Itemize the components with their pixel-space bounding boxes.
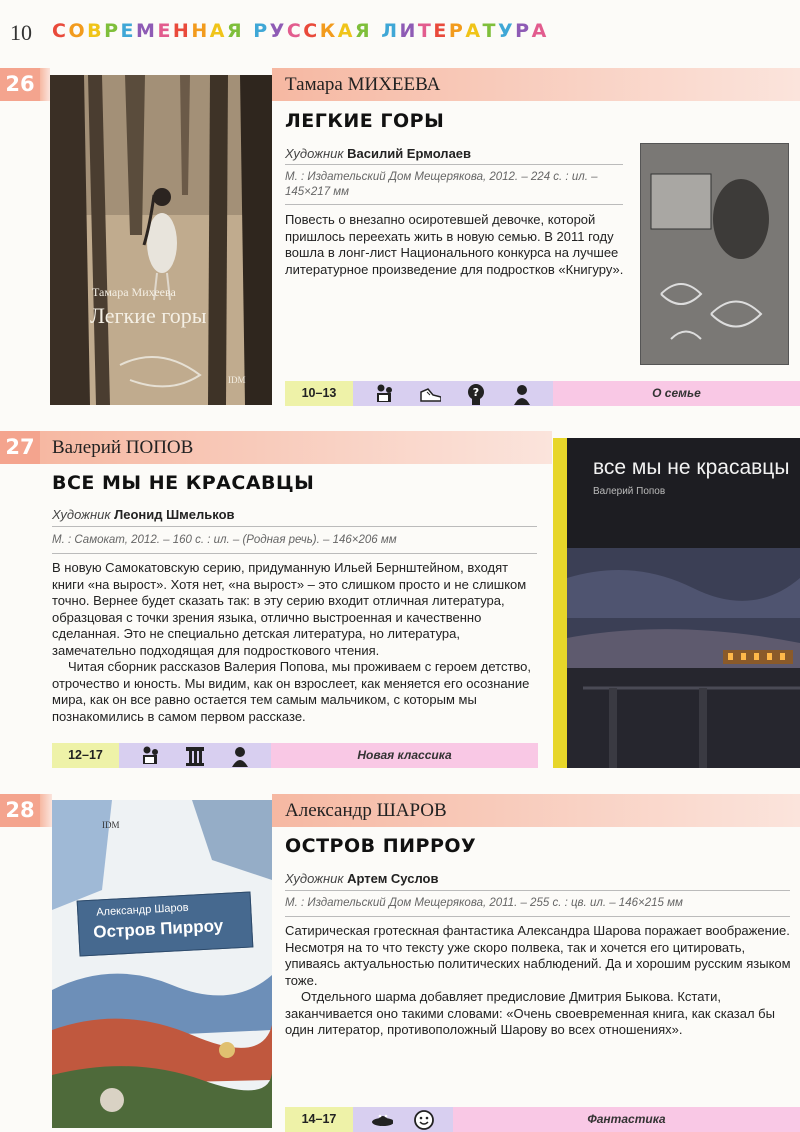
book-title: ВСЕ МЫ НЕ КРАСАВЦЫ: [52, 472, 315, 494]
illustrator: [52, 507, 235, 522]
sneaker-icon: [419, 383, 441, 405]
imprint: М. : Издательский Дом Мещерякова, 2012. – 224 с. : ил. – 145×217 мм: [285, 171, 598, 198]
smiley-icon: [413, 1109, 435, 1131]
cover-illustration-forest: [50, 75, 272, 405]
book-cover: [52, 800, 272, 1128]
person-silhouette-icon: [229, 745, 251, 767]
description-paragraph: В новую Самокатовскую серию, придуманную Ильей Бернштейном, входят книги «на вырост». Хотя нет, «на вырост» – это слишком просто и не слишком точно. Вернее будет сказать так: в эту серию входит отличная литература, образцовая с точки зрения языка, отлично выстроенная и качественно сделанная. Это не специально детская литература, но литература, замечательно подходящая для подросткового чтения.: [52, 560, 527, 658]
illustrator-name: Артем Суслов: [347, 871, 439, 886]
book-title: ОСТРОВ ПИРРОУ: [285, 835, 477, 857]
tag-row: [52, 743, 538, 768]
icon-strip: [119, 743, 271, 768]
description-paragraph: Читая сборник рассказов Валерия Попова, мы проживаем с героем детство, отрочество и юность. Мы видим, как он взрослеет, как меняется его осознание мира, как он все равно остается тем самым мальчиком, с которым мы познакомились в самом первом рассказе.: [52, 659, 532, 724]
tag-row: [285, 381, 800, 406]
tag-row: [285, 1107, 800, 1132]
age-range: 12–17: [52, 743, 119, 768]
cover-title: Остров Пирроу: [92, 915, 224, 942]
description-paragraph: Повесть о внезапно осиротевшей девочке, которой пришлось переехать жить в новую семью. В 2011 году вошла в лонг-лист Национального конкурса на лучшее литературное произведение для подростков «Книгуру».: [285, 212, 624, 277]
section-title: [52, 20, 549, 42]
author-name: Александр ШАРОВ: [285, 800, 447, 821]
girl-silhouette-icon: [511, 383, 533, 405]
illustration-drawing: [641, 144, 789, 365]
cover-title: Легкие горы: [90, 303, 207, 328]
reading-kids-icon: [373, 383, 395, 405]
illustrator-name: Василий Ермолаев: [347, 146, 472, 161]
divider: [285, 890, 790, 891]
icon-strip: [353, 381, 553, 406]
author-name: Валерий ПОПОВ: [52, 437, 194, 458]
genre-label: Фантастика: [453, 1107, 800, 1132]
divider: [52, 553, 537, 554]
icon-strip: [353, 1107, 453, 1132]
description-paragraph: Сатирическая гротескная фантастика Александра Шарова поражает воображение. Несмотря на то что тексту уже скоро полвека, так и хочется его цитировать, упиваясь актуальностью политических наблюдений. Да и хорошим русским языком тоже.: [285, 923, 791, 988]
publisher-logo: IDM: [228, 375, 246, 385]
age-range: 10–13: [285, 381, 353, 406]
question-head-icon: [465, 383, 487, 405]
cover-title-plate: [77, 891, 254, 956]
column-icon: [184, 745, 206, 767]
illustrator-role: Художник: [285, 146, 344, 161]
ufo-icon: [371, 1109, 393, 1131]
illustrator-role: Художник: [52, 507, 111, 522]
illustrator: [285, 871, 438, 886]
section-title-word: СОВРЕМЕННАЯ: [52, 20, 245, 42]
reading-kids-icon: [139, 745, 161, 767]
cover-author: Тамара Михеева: [92, 285, 176, 299]
cover-author: Александр Шаров: [95, 901, 189, 919]
cover-author: Валерий Попов: [593, 486, 666, 497]
description-paragraph: Отдельного шарма добавляет предисловие Дмитрия Быкова. Кстати, заканчивается оно такими словами: «Очень своевременная книга, как сказал бы один литератор, противоположный Шарову во всех отношениях».: [285, 989, 775, 1037]
age-range: 14–17: [285, 1107, 353, 1132]
section-title-word: РУССКАЯ: [253, 20, 373, 42]
cover-title: все мы не красавцы: [593, 456, 790, 479]
divider: [285, 916, 790, 917]
section-title-word: ЛИТЕРАТУРА: [381, 20, 549, 42]
book-cover: [50, 75, 272, 405]
cover-illustration-island: [52, 800, 272, 1128]
entry-number: 28: [0, 794, 40, 827]
cover-illustration-night-bridge: [553, 438, 800, 768]
divider: [52, 526, 537, 527]
illustrator: [285, 146, 471, 161]
genre-label: Новая классика: [271, 743, 538, 768]
genre-label: О семье: [553, 381, 800, 406]
page-number: 10: [10, 20, 32, 45]
imprint: М. : Самокат, 2012. – 160 с. : ил. – (Родная речь). – 146×206 мм: [52, 534, 397, 546]
book-description: [285, 212, 627, 278]
inside-illustration: [640, 143, 789, 365]
book-description: [285, 923, 791, 1039]
entry-bar: [40, 68, 50, 101]
illustrator-name: Леонид Шмельков: [114, 507, 235, 522]
book-description: [52, 560, 538, 725]
publisher-logo: IDM: [102, 820, 120, 830]
svg-text:?: ?: [472, 385, 480, 399]
author-name: Тамара МИХЕЕВА: [285, 74, 441, 95]
illustrator-role: Художник: [285, 871, 344, 886]
imprint: М. : Издательский Дом Мещерякова, 2011. – 255 с. : цв. ил. – 146×215 мм: [285, 897, 683, 909]
entry-bar: [40, 794, 52, 827]
entry-number: 26: [0, 68, 40, 101]
book-title: ЛЕГКИЕ ГОРЫ: [285, 110, 445, 132]
entry-number: 27: [0, 431, 40, 464]
divider: [285, 204, 623, 205]
divider: [285, 164, 623, 165]
book-cover: [553, 438, 800, 768]
